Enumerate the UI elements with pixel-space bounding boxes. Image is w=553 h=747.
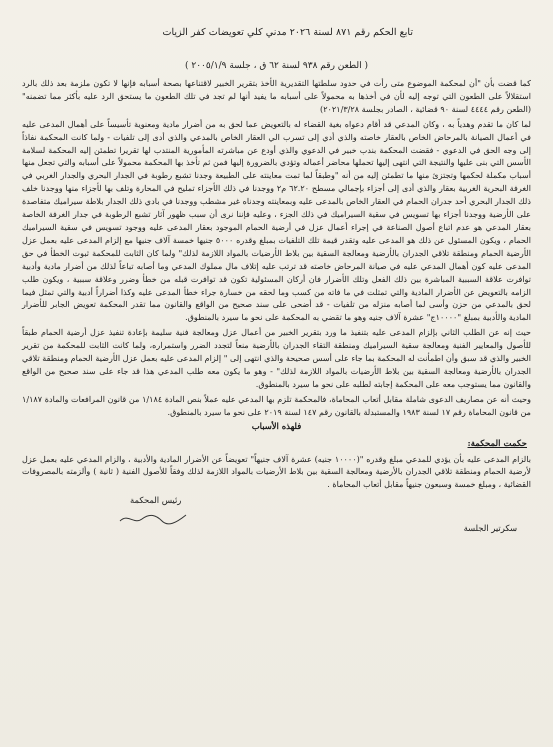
judge-signature-label: رئيس المحكمة	[130, 494, 182, 505]
reasons-heading: فلهذه الأسباب	[251, 420, 302, 431]
paragraph-second-request: حيث إنه عن الطلب الثاني بإلزام المدعى عليه بتنفيذ ما ورد بتقرير الخبير من أعمال عزل ومعالجة فنية سليمة بإعادة تنفيذ عزل أرضية الحمام طبقاً للأصول والمعايير الفنية ومعالجة سقية السيراميك ومنطقة التقاء الجدران بالأرضية منعاً لتجدد الضرر واستمراره، ولما كانت الثابت للمحكمة من تقرير الخبير والذي قد سبق وأن اطمأنت له المحكمة بما جاء على أسس صحيحة والذي انتهى إلى " إلزام المدعى عليه بعمل عزل الأرضية الحمام ومنطقة تلاقي الجدران بالأرضية ومعالجة السقية بين بلاط الأرضيات بالمواد اللازمة لذلك" - وهو ما يكون معه طلب المدعي هذا قد جاء على سند صحيح من الواقع والقانون مما يستوجب معه على المحكمة إجابته لطلبه على نحو ما سيرد بالمنطوق.	[22, 327, 531, 389]
ruling-heading: حكمت المحكمة:	[467, 438, 527, 449]
signatures-block	[22, 491, 531, 551]
appeal-citation: ( الطعن رقم ٩٣٨ لسنة ٦٢ ق ، جلسة ٢٠٠٥/١/٩ )	[185, 61, 368, 71]
ruling-text: بالزام المدعى عليه بأن يؤدي للمدعي مبلغ وقدره "(١٠٠٠٠ جنيه) عشرة آلاف جنيهاً" تعويضاً عن الأضرار المادية والأدبية ، والزام المدعي عليه بعمل عزل لأرضية الحمام ومنطقة تلاقي الجدران بالأرضية ومعالجة السقية بين بلاط الأرضيات بالمواد اللازمة لذلك وفقاً للأصول الفنية ( ثانية ) وألزمته بالمصروفات القضائية ، ومبلغ خمسة وسبعون جنيهاً مقابل أتعاب المحاماة .	[22, 453, 531, 490]
judge-signature-mark	[118, 511, 188, 527]
document-header	[22, 26, 531, 39]
judgment-reference: تابع الحكم رقم ٨٧١ لسنة ٢٠٢٦ مدني كلي تعويضات كفر الزيات	[162, 27, 413, 38]
paragraph-costs: وحيث أنه عن مصاريف الدعوى شاملة مقابل أتعاب المحاماة، فالمحكمة تلزم بها المدعي عليه عملاً بنص المادة ١/١٨٤ من قانون المرافعات والمادة ١/١٨٧ من قانون المحاماة رقم ١٧ لسنة ١٩٨٣ والمستبدلة بالقانون رقم ١٤٧ لسنة ٢٠١٩ على نحو ما سيرد بالمنطوق.	[22, 393, 531, 417]
paragraph-cassation-ruling: كما قضت بأن "أن لمحكمة الموضوع متى رأت في حدود سلطتها التقديرية الأخذ بتقرير الخبير لاقتناعها بصحة أسبابه فإنها لا تكون ملزمة بعد ذلك بالرد استقلالاً على الطعون التي توجه إليه لأن في أخذها به محمولاً على أسبابه ما يفيد أنها لم تجد في تلك الطعون ما يستحق الرد عليه بأكثر مما تضمنه" (الطعن رقم ٤٤٤٤ لسنة ٩٠ قضائية ، الصادر بجلسة ٢٠٢١/٣/٢٨)	[22, 78, 531, 114]
paragraph-facts-and-expert-report: لما كان ما تقدم وهدياً به ، وكان المدعي قد أقام دعواه بغية القضاء له بالتعويض عما لحق به من أضرار مادية ومعنوية تأسيساً على أهمال المدعى عليه في أعمال الصيانة بالمرحاض الخاص بالعقار خاصته والذي أدي إلى تسرب الي العقار الخاص بالمدعي والذي أدى إلى تلفيات - ولما كانت المحكمة نفاذاً إلى وجه الحق في الدعوي - فقضت المحكمة بندب خبير في الدعوي والذي أودع عن مباشرته المأمورية المنتدب لها تقريرا تطمئن إليه المحكمة لسلامة الأسس التي بنى عليها والنتيجة التي انتهى إليها تحملها محاضر أعماله وتؤدي بالضرورة إليها فمن ثم تأخذ بها المحكمة محمولاً على أسبابه والتي تجعل منها أسباب مكملة لحكمها وتجتزئ منها ما تطمئن إليه من أنه "وطبقاً لما تمت معاينته على الطبيعة وجدنا تشبع رطوبة في الجدار البحري والجدار الغربي في الغرفة البحرية الغربية بعقار والذي أدى إلى أجزاء بإجمالي مسطح ٦٢.٢٠ م٢ ووجدنا في ذلك الأجزاء تمليح في المحارة وتلف بها لأجزاء منها ووجدنا خلف ذلك الجدار البحري أحد جدران الحمام في العقار الخاص بالمدعى عليه وبمعاينته وجدناه غير مشطب ووجدنا في بادي ذلك الجدار بلاطة سيراميك متفاصدة على الأرضية ووجدنا أجزاء بها تسويس في سقية السيراميك في ذلك الجزء ، وعليه فإننا نرى أن سبب ظهور آثار تشبع الرطوبة في جدار الغرفة الخاصة بعقار المدعي هو عدم اتباع أصول الصناعة في إجراء أعمال عزل في أرضية الحمام الموجود بعقار المدعى عليه ووجود تسويس في سقية السيراميك الحمام ، ويكون المسئول عن ذلك هو المدعى عليه وتقدر قيمة تلك التلفيات بمبلغ وقدره ٥٠٠٠ جنيها خمسة آلاف جنيها مع إلزام المدعى عليه بعمل عزل الأرضية الحمام ومنطقة تلاقي الجدران بالأرضية ومعالجة السقية بين بلاط الأرضيات بالمواد اللازمة لذلك" ولما كان الثابت للمحكمة ثبوت الخطأ في حق المدعى عليه كون أهمال المدعي عليه في صيانة المرحاض خاصته قد ترتب عليه إتلاف مال مملوك المدعي وما أصابه تباعاً لذلك من أضرار مادية وأدبية توافرت علاقة السببية المباشرة بين ذلك الفعل وتلك الأضرار فان أركان المسئولية تكون قد توافرت قبله من خطأ وضرر وعلاقة سببية ، ويكون طلب الزامه بالتعويض عن الأضرار المادية والتي تمثلت في ما فاته من كسب وما لحقه من خسارة جراء خطأ المدعى عليه وكذا أضراراً أدبية والتي تمثل فيما لحق بالمدعي من حزن وأسى لما أصابه منزله من تلفيات - قد أضحى على سند صحيح من الواقع والقانون مما تقدر المحكمة تعويض الجابر للأضرار المادية والأدبية بمبلغ "١٠٠٠٠ج" عشرة آلاف جنيه وهو ما تقضي به المحكمة على نحو ما سيرد بالمنطوق.	[22, 118, 531, 323]
judgment-body	[22, 77, 531, 419]
secretary-signature-label: سكرتير الجلسة	[463, 522, 517, 533]
